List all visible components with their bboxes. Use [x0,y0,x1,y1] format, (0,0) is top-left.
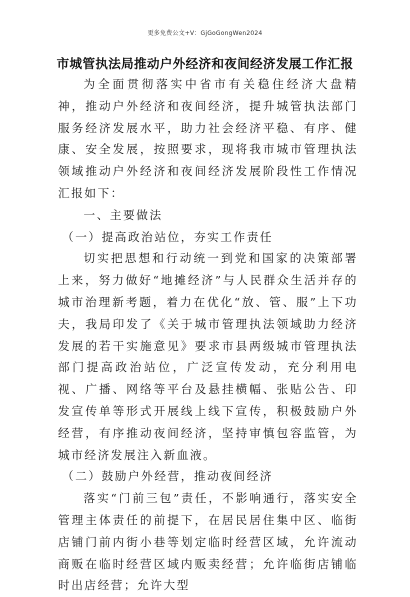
document-title: 市城管执法局推动户外经济和夜间经济发展工作汇报 [56,56,354,71]
subsection-one-heading: （一）提高政治站位，夯实工作责任 [62,229,274,244]
subsection-two-heading: （二）鼓励户外经营，推动夜间经济 [62,469,274,484]
intro-paragraph: 为全面贯彻落实中省市有关稳住经济大盘精神，推动户外经济和夜间经济，提升城管执法部门服务经济发展水平，助力社会经济平稳、有序、健康、安全发展，按照要求，现将我市城市管理执法领域推动户外经济和夜间经济发展阶段性工作情况汇报如下： [58,77,358,200]
watermark-text: 更多免费公文+V：GjGoGongWen2024 [147,30,263,37]
subsection-one-paragraph: 切实把思想和行动统一到党和国家的决策部署上来，努力做好“地摊经济”与人民群众生活并存的城市治理新考题，着力在优化“放、管、服”上下功夫，我局印发了《关于城市管理执法领域助力经济发展的若干实施意见》要求市县两级城市管理执法部门提高政治站位，广泛宣传发动，充分利用电视、广播、网络等平台及悬挂横幅、张贴公告、印发宣传单等形式开展线上线下宣传，积极鼓励户外经营，有序推动夜间经济，坚持审慎包容监管，为城市经济发展注入新血液。 [58,251,358,462]
subsection-two-paragraph: 落实“门前三包”责任，不影响通行，落实安全管理主体责任的前提下，在居民居住集中区、临街店铺门前内街小巷等划定临时经营区域，允许流动商贩在临时经营区域内贩卖经营；允许临街店铺临时出店经营；允许大型 [58,491,358,593]
section-one-heading: 一、主要做法 [83,207,163,222]
document-body [58,74,358,597]
